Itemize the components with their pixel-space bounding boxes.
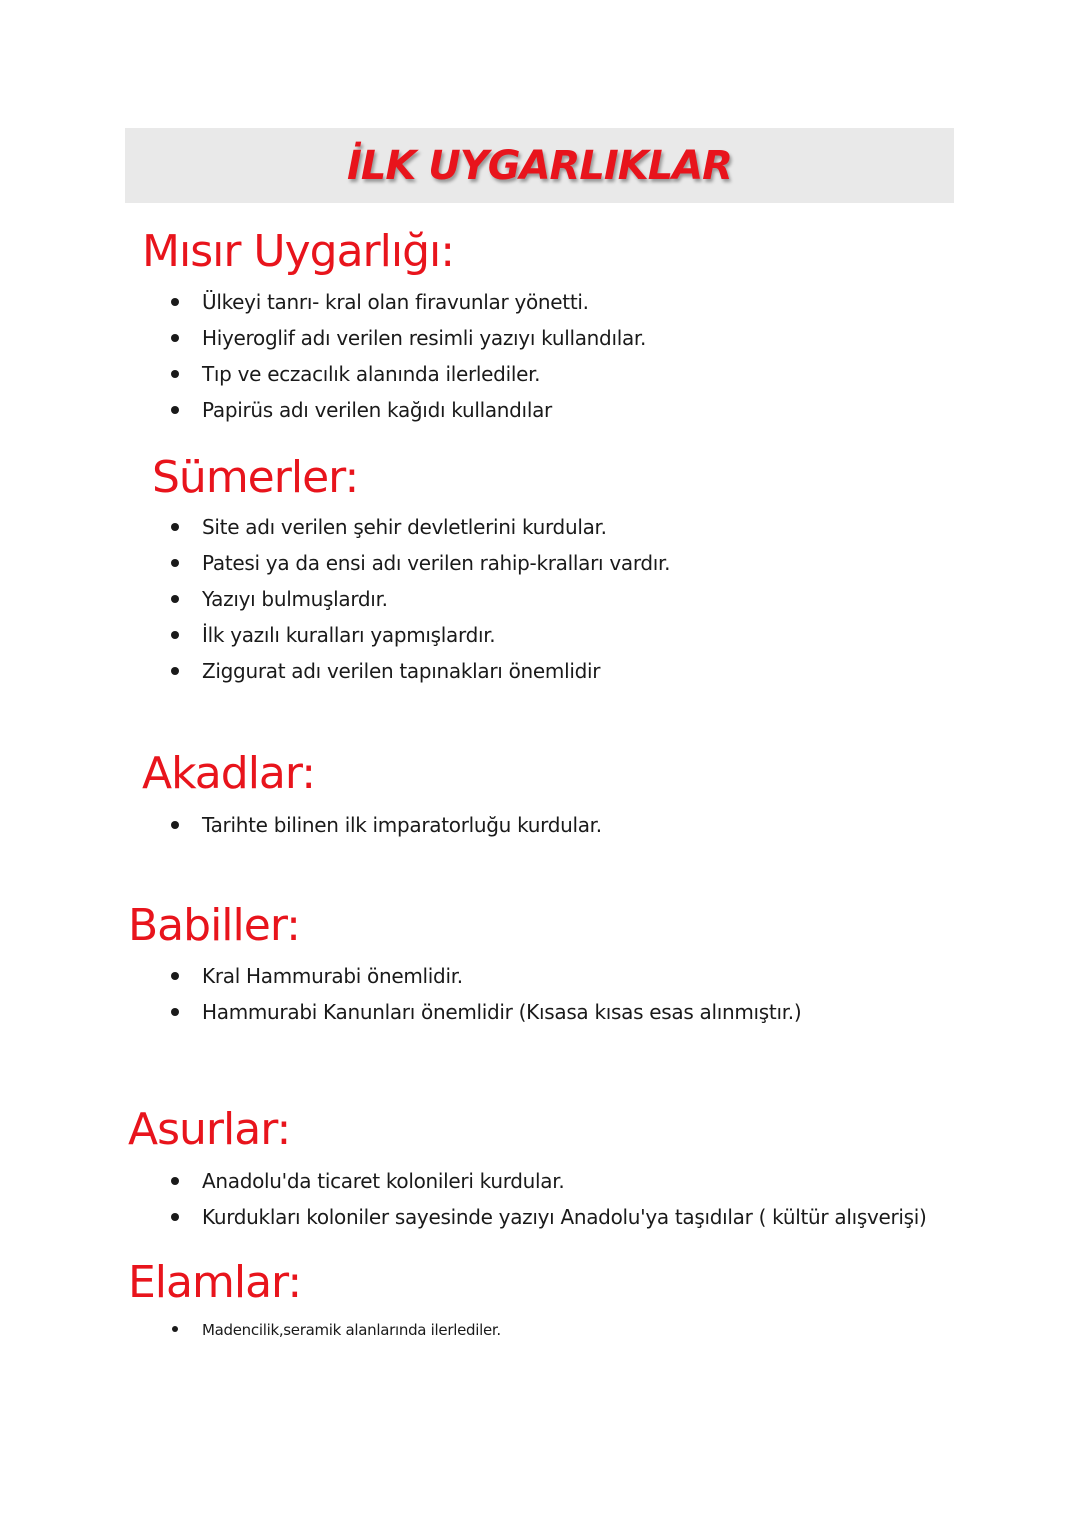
bullet-icon [171,298,179,306]
heading-akadlar: Akadlar: [142,748,316,799]
list-item: Tarihte bilinen ilk imparatorluğu kurdular. [168,807,602,843]
list-item: Papirüs adı verilen kağıdı kullandılar [168,392,646,428]
heading-babiller: Babiller: [128,900,300,951]
page-title: İLK UYGARLIKLAR [347,142,732,189]
bullet-icon [171,595,179,603]
list-item: Kral Hammurabi önemlidir. [168,958,801,994]
list-sumerler [168,509,670,689]
bullet-icon [171,1213,179,1221]
list-item: İlk yazılı kuralları yapmışlardır. [168,617,670,653]
list-babiller [168,958,801,1030]
heading-misir: Mısır Uygarlığı: [142,226,455,277]
list-item: Hiyeroglif adı verilen resimli yazıyı kullandılar. [168,320,646,356]
list-item: Hammurabi Kanunları önemlidir (Kısasa kısas esas alınmıştır.) [168,994,801,1030]
bullet-icon [171,821,179,829]
bullet-icon [171,631,179,639]
bullet-icon [171,523,179,531]
bullet-icon [171,972,179,980]
bullet-icon [171,559,179,567]
title-banner [125,128,954,203]
bullet-icon [171,1008,179,1016]
list-akadlar [168,807,602,843]
list-elamlar [168,1315,501,1345]
list-item: Ziggurat adı verilen tapınakları önemlidir [168,653,670,689]
list-item: Site adı verilen şehir devletlerini kurdular. [168,509,670,545]
bullet-icon [171,667,179,675]
bullet-icon [171,1177,179,1185]
list-item: Ülkeyi tanrı- kral olan firavunlar yönetti. [168,284,646,320]
heading-elamlar: Elamlar: [128,1257,302,1308]
list-item: Yazıyı bulmuşlardır. [168,581,670,617]
bullet-icon [171,334,179,342]
bullet-icon [171,406,179,414]
list-item: Patesi ya da ensi adı verilen rahip-kralları vardır. [168,545,670,581]
list-item: Kurdukları koloniler sayesinde yazıyı Anadolu'ya taşıdılar ( kültür alışverişi) [168,1199,927,1235]
heading-sumerler: Sümerler: [152,452,359,503]
list-asurlar [168,1163,927,1235]
bullet-icon [172,1326,178,1332]
list-item: Anadolu'da ticaret kolonileri kurdular. [168,1163,927,1199]
heading-asurlar: Asurlar: [128,1104,291,1155]
list-item: Madencilik,seramik alanlarında ilerlediler. [168,1315,501,1345]
list-item: Tıp ve eczacılık alanında ilerlediler. [168,356,646,392]
list-misir [168,284,646,428]
bullet-icon [171,370,179,378]
